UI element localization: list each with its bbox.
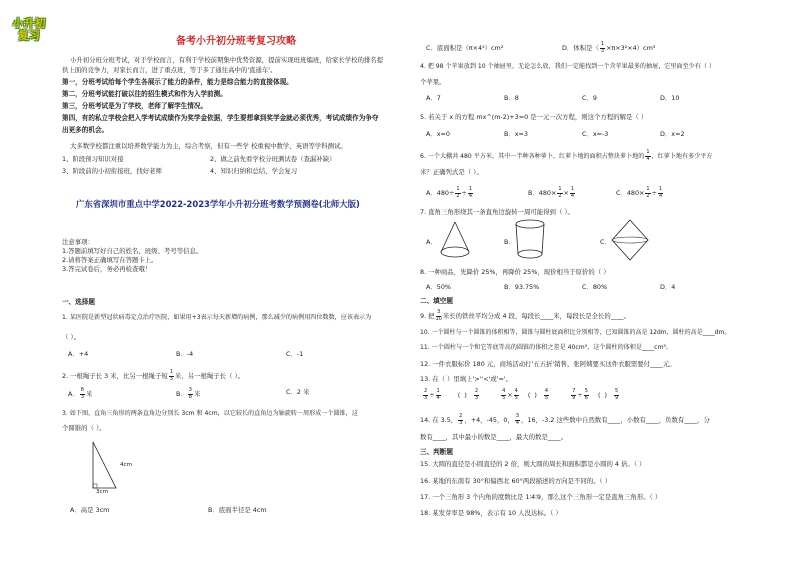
q1-option-a: A．+4 (68, 350, 89, 358)
notice-3: 3.答完试卷后，务必再检查哦！ (62, 265, 152, 273)
q5-option-b: B．x=3 (504, 130, 528, 138)
q9-pre: 9. 把 (420, 312, 435, 320)
q13-comparisons: $\frac{2}{3}$ ÷ $\frac{1}{4}$ ( ) $\frac{2}{3}$ $\frac{4}{5}$ × $\frac{4}{5}$ ( ) $\frac{4}{5}$ $\frac{7}{9}$ ÷ $\frac{5}{6}$ ( ) $\frac{5}{9}$ (424, 388, 619, 401)
q4-option-b: B．8 (504, 94, 519, 102)
q6c-frac-1: $\frac{1}{2}$ (646, 186, 650, 199)
question-6-cont: 米？正确列式是（ ）。 (420, 168, 483, 176)
q8-option-c: C．80% (582, 283, 608, 291)
q2b-unit: 米 (193, 390, 201, 398)
q2-text-pre: 2. 一根绳子长 3 米，比另一根绳子短 (62, 372, 168, 380)
question-9 (420, 310, 630, 322)
q6c-label: C．480× (616, 189, 645, 197)
point-4: 第四，有的私立学校会把入学考试成绩作为奖学金依据，学生要想拿到奖学金就必须优秀，考试成绩作为争夺 (62, 114, 379, 122)
triangle-base-label: 3cm (96, 489, 109, 495)
q6b-frac-1: $\frac{1}{2}$ (558, 186, 562, 199)
question-12: 12. 一件衣服标价 180 元，商场活动打'五五折'销售，张阿姨要买这件衣服需要付____元。 (420, 360, 676, 368)
q14-pre: 14. 在 3.5， (420, 416, 458, 424)
question-8: 8. 一种商品，先降价 25%，再降价 25%，现价相当于原价的（ ） (420, 268, 610, 276)
q6a-label: A．480÷ (426, 189, 455, 197)
point-4-cont: 出更多的机会。 (62, 126, 109, 134)
q3d-post: ×π×3²×4）cm³ (606, 44, 656, 52)
q4-option-c: C．9 (582, 94, 597, 102)
question-1: 1. 某医院是新型冠状病毒定点治疗医院，如果用+3表示每天新增的病例，那么减少的病例用四位数数，应该表示为 (62, 314, 372, 321)
question-1-blank: （ ）。 (62, 333, 81, 341)
q9-den: 10 (435, 315, 442, 322)
strategy-title: 备考小升初分班考复习攻略 (176, 36, 296, 47)
point-1: 第一，分班考试给每个学生各展示了能力的条件，能力是综合能力的直接体现。 (62, 78, 293, 86)
q2a-unit: 米 (85, 390, 93, 398)
q4-option-d: D．10 (660, 94, 680, 102)
q2-option-c: C．2 米 (286, 388, 310, 396)
q6a-frac-2: $\frac{1}{4}$ (468, 186, 473, 199)
q14-mid: ，+4，-45，0， (464, 416, 514, 424)
question-16: 16. 某地的东南有 30°和偏西北 60°两段描述的方向是不同的。（ ） (420, 477, 612, 485)
tip-4: 4、知识归纳和总结，学会复习 (210, 167, 298, 175)
question-3: 3. 如下图，直角三角形的两条直角边分别长 3cm 和 4cm，以它较长的直角边为轴旋转一周形成一个圆锥，这 (62, 410, 358, 417)
section-judge-title: 三、判断题 (420, 448, 453, 456)
question-2 (62, 370, 244, 382)
q6-option-c: C．480× $\frac{1}{2}$ ÷ $\frac{1}{4}$ (616, 186, 663, 199)
question-14-cont: 数有____，其中最小的数是____，最大的数是____。 (420, 433, 567, 441)
q2-frac-den: 3 (169, 375, 173, 382)
triangle-height-label: 4cm (120, 462, 133, 468)
q3-option-c: C．底面积是（π×4²）cm² (426, 44, 504, 52)
point-3: 第三，分班考试是为了学校，老师了解学生情况。 (62, 102, 208, 110)
q2b-num: 3 (188, 387, 192, 393)
advice-intro: 大多数学校都注重以培养数学能力为主，综合考察，但有一些学 校重视中数学、英语等学科测试。 (70, 142, 347, 150)
q8-option-a: A．50% (426, 283, 451, 291)
q2-option-a-frac (80, 388, 85, 400)
q7-option-c: C． (600, 238, 611, 246)
q1-option-b: B．-4 (176, 350, 194, 358)
question-7: 7. 直角三角形绕其一条直角边旋转一周可能得到（ ）。 (420, 208, 574, 216)
q2-option-b (176, 388, 200, 400)
q2-option-a-label: A． (68, 390, 79, 398)
q2a-num: 8 (80, 387, 84, 393)
question-15: 15. 大圆的直径是小圆直径的 2 倍，则大圆的周长和面积都是小圆的 4 倍。（ ） (420, 460, 646, 468)
q2-fraction (169, 370, 174, 382)
q4-option-a: A．7 (426, 94, 441, 102)
question-3-cont: 个圆锥的（ ）。 (62, 424, 106, 432)
q6-option-b: B．480× $\frac{1}{2}$ × $\frac{1}{4}$ (528, 186, 575, 199)
brand-logo (2, 18, 56, 46)
section-fill-title: 二、填空题 (420, 297, 453, 305)
q5-option-c: C．x=-3 (582, 130, 609, 138)
question-14: 14. 在 3.5， $\frac{2}{3}$ ，+4，-45，0， $\frac{3}{4}$ ，16，-3.2 这些数中自然数有____，小数有____，负数有____，分 (420, 413, 710, 426)
intro-line-2: 供上面的竞争力，对家长而言，进了重点班，等于多了通往高中的'直通车'。 (62, 66, 277, 74)
q2-frac-num: 1 (169, 369, 173, 375)
q14-post: ，16，-3.2 这些数中自然数有____，小数有____，负数有____，分 (521, 416, 710, 424)
question-11: 11. 一个圆柱与一个和它等底等高的圆锥的体积之差是 40cm³，这个圆柱的体积是____cm³。 (420, 344, 672, 351)
q2a-den: 3 (80, 393, 84, 400)
q6-num: 1 (646, 149, 650, 155)
intro-line-1: 小升初分班分班考试，对于学校而言，有利于学校前期集中优势资源，提前实现班班编班，给家长学校的排名提 (70, 56, 384, 64)
q3d-num: 1 (600, 41, 605, 47)
right-column (420, 0, 772, 562)
question-17: 17. 一个三角形 3 个内角的度数比是 1∶4∶9，那么这个三角形一定是直角三角形。（ ） (420, 493, 662, 501)
q8-option-d: D．4 (660, 283, 676, 291)
q6-pre: 6. 一个大棚共 480 平方米，其中一半种各种萝卜，红萝卜地的面积占整块萝卜地的 (420, 153, 645, 160)
q6c-frac-2: $\frac{1}{4}$ (658, 186, 663, 199)
q3d-den: 3 (600, 47, 605, 54)
q9-frac (436, 310, 442, 322)
q8-option-b: B．93.75% (504, 283, 540, 291)
q5-option-d: D．x=2 (660, 130, 685, 138)
question-18: 18. 某发芽率是 98%，表示有 10 人没达标。（ ） (420, 509, 562, 517)
q2-option-b-label: B． (176, 390, 187, 398)
q6-post: ，红萝卜地有多少平方 (651, 153, 713, 160)
notice-2: 2.请将答案正确填写在答题卡上。 (62, 256, 158, 264)
notice-title: 注意事项： (62, 238, 94, 246)
question-6 (420, 150, 712, 162)
q9-post: 米长的铁丝平均分成 4 段，每段长____米，每段长是全长的____。 (442, 312, 630, 320)
question-10: 10. 一个圆柱与一个圆锥的体积相等，圆锥与圆柱底面积比分别相等，已知圆锥的高是 12dm，圆柱的高是____dm。 (420, 329, 731, 336)
q6-den: 4 (646, 155, 650, 162)
q3d-frac (600, 42, 605, 54)
q9-num: 3 (437, 309, 441, 315)
logo-line-1: 小升初 (12, 17, 46, 30)
q6a-frac-1: $\frac{1}{2}$ (456, 186, 460, 199)
tip-1: 1、阶段预习知识对接 (62, 155, 124, 163)
q2-option-b-frac (188, 388, 193, 400)
q6-option-a: A．480÷ $\frac{1}{2}$ ÷ $\frac{1}{4}$ (426, 186, 473, 199)
q3-option-b: B．底面半径是 4cm (208, 506, 267, 514)
q2b-den: 8 (188, 393, 192, 400)
q2-option-a (68, 388, 92, 400)
point-2: 第二，分班考试能打破以往的招生模式和作为入学前测。 (62, 90, 227, 98)
q5-option-a: A．x=0 (426, 130, 450, 138)
q7-option-b: B． (504, 238, 515, 246)
exam-title: 广东省深圳市重点中学2022-2023学年小升初分班考数学预测卷(北师大版) (76, 199, 360, 209)
double-cone-shape (610, 218, 650, 262)
section-choice-title: 一、选择题 (62, 298, 95, 306)
q3d-pre: D．体积是（ (562, 44, 599, 52)
logo-line-2: 复习 (18, 29, 40, 42)
question-4-cont: 个苹果。 (420, 78, 446, 86)
question-13: 13. 在（ ）里填上'>''<'或'='。 (420, 375, 512, 383)
q6b-label: B．480× (528, 189, 557, 197)
notice-1: 1.答题前填写好自己的姓名、班级、考号等信息。 (62, 247, 203, 255)
question-4: 4. 把 98 个苹果放到 10 个抽屉里，无论怎么放，我们一定能找到一个含苹果最多的抽屉，它里面至少有（ ） (420, 63, 715, 70)
q2-text-post: 米，另一根绳子长（ ）。 (174, 372, 245, 380)
cone-shape (438, 220, 472, 262)
tip-3: 3、阶段前的小初衔接班，找好老师 (62, 167, 162, 175)
q1-option-c: C．-1 (286, 350, 304, 358)
q3-option-a: A．高是 3cm (70, 506, 110, 514)
cylinder-shape (512, 218, 548, 262)
question-5: 5. 若关于 x 的方程 mx^(m-2)+3=0 是一元一次方程，则这个方程的解是（ ） (420, 113, 648, 121)
q6b-frac-2: $\frac{1}{4}$ (570, 186, 575, 199)
q6-frac (645, 150, 650, 162)
q7-option-a: A． (426, 238, 437, 246)
q3-option-d (562, 42, 655, 54)
tip-2: 2、做之前先看学校分班测试卷（查漏补缺） (210, 155, 336, 163)
left-column (62, 0, 400, 562)
